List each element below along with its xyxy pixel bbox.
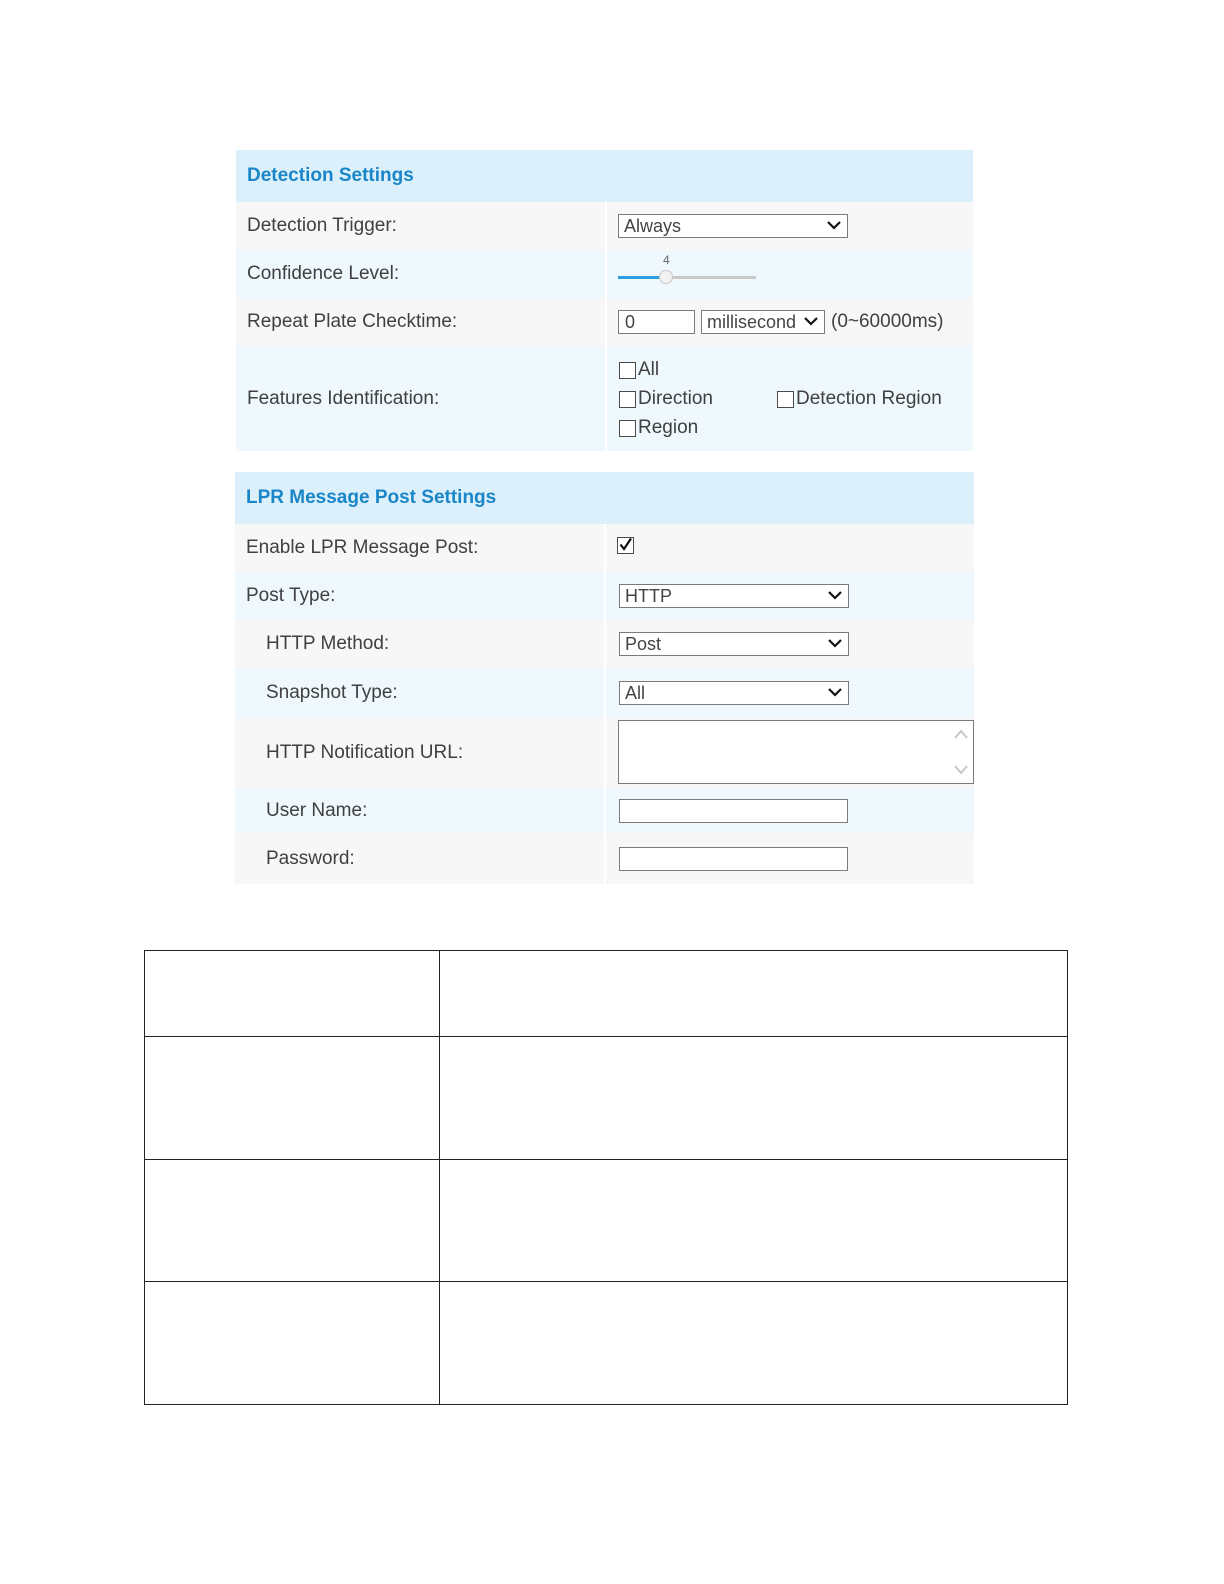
snapshot-type-label: Snapshot Type:: [266, 682, 398, 703]
repeat-range-text: (0~60000ms): [831, 311, 944, 332]
http-method-label: HTTP Method:: [266, 633, 390, 654]
repeat-unit-select[interactable]: [701, 310, 825, 334]
feature-all-checkbox[interactable]: [619, 359, 659, 381]
scroll-down-icon[interactable]: [953, 763, 969, 777]
http-method-select[interactable]: [619, 632, 849, 656]
checkmark-icon: [617, 536, 634, 553]
chevron-down-icon: [828, 685, 842, 699]
http-url-row: [235, 718, 974, 788]
chevron-down-icon: [827, 218, 841, 232]
checkbox-box[interactable]: [619, 391, 636, 408]
table-cell: [145, 1037, 440, 1160]
http-url-label: HTTP Notification URL:: [266, 742, 464, 763]
repeat-checktime-label: Repeat Plate Checktime:: [247, 311, 458, 332]
detection-trigger-label: Detection Trigger:: [247, 215, 397, 236]
slider-value-label: 4: [663, 253, 670, 267]
lpr-message-post-panel: [235, 472, 974, 884]
http-url-textarea[interactable]: [618, 720, 974, 784]
chevron-down-icon: [828, 588, 842, 602]
table-cell: [145, 951, 440, 1037]
user-name-input[interactable]: [619, 799, 848, 823]
enable-lpr-checkbox[interactable]: [617, 537, 634, 554]
enable-lpr-label: Enable LPR Message Post:: [246, 537, 479, 558]
user-name-label: User Name:: [266, 799, 368, 821]
snapshot-type-value: All: [625, 682, 646, 703]
table-cell: [145, 1282, 440, 1405]
table-cell: [440, 951, 1068, 1037]
user-name-row: [235, 788, 974, 833]
http-method-value: Post: [625, 633, 662, 654]
checkbox-box[interactable]: [619, 420, 636, 437]
post-type-select[interactable]: [619, 584, 849, 608]
table-row: [145, 951, 1068, 1037]
detection-trigger-value: Always: [624, 215, 682, 236]
confidence-level-label: Confidence Level:: [247, 263, 400, 284]
snapshot-type-select[interactable]: [619, 681, 849, 705]
features-identification-row: [236, 346, 973, 451]
table-row: [145, 1282, 1068, 1405]
password-label: Password:: [266, 847, 355, 869]
repeat-checktime-row: [236, 298, 973, 346]
chevron-down-icon: [804, 314, 818, 328]
feature-region-checkbox[interactable]: [619, 417, 698, 439]
detection-settings-title: Detection Settings: [247, 165, 414, 186]
checkbox-box[interactable]: [777, 391, 794, 408]
feature-region-label: Region: [638, 417, 699, 438]
table-row: [145, 1037, 1068, 1160]
feature-all-label: All: [638, 359, 660, 380]
detection-settings-header: [236, 150, 973, 202]
confidence-level-row: [236, 250, 973, 298]
lpr-settings-title: LPR Message Post Settings: [246, 487, 497, 508]
feature-direction-checkbox[interactable]: [619, 388, 713, 410]
feature-detection-region-label: Detection Region: [796, 388, 942, 409]
repeat-unit-value: millisecond: [707, 311, 797, 332]
post-type-value: HTTP: [625, 585, 672, 606]
table-cell: [440, 1037, 1068, 1160]
table-row: [145, 1160, 1068, 1282]
table-cell: [440, 1282, 1068, 1405]
checkbox-box[interactable]: [619, 362, 636, 379]
confidence-level-slider[interactable]: [618, 253, 758, 289]
repeat-checktime-input[interactable]: [618, 310, 695, 334]
chevron-down-icon: [828, 636, 842, 650]
password-input[interactable]: [619, 847, 848, 871]
lpr-settings-header: [235, 472, 974, 524]
table-cell: [440, 1160, 1068, 1282]
post-type-row: [235, 572, 974, 620]
enable-lpr-row: [235, 524, 974, 572]
scroll-up-icon[interactable]: [953, 727, 969, 741]
feature-detection-region-checkbox[interactable]: [777, 388, 942, 410]
password-row: [235, 833, 974, 884]
detection-settings-panel: [236, 150, 973, 451]
parameter-table: [144, 950, 1068, 1405]
features-identification-label: Features Identification:: [247, 387, 440, 409]
post-type-label: Post Type:: [246, 585, 336, 606]
http-method-row: [235, 620, 974, 668]
snapshot-type-row: [235, 668, 974, 718]
slider-thumb[interactable]: [659, 270, 673, 284]
feature-direction-label: Direction: [638, 388, 713, 409]
detection-trigger-select[interactable]: [618, 214, 848, 238]
repeat-checktime-value: 0: [625, 311, 636, 332]
table-cell: [145, 1160, 440, 1282]
detection-trigger-row: [236, 202, 973, 250]
